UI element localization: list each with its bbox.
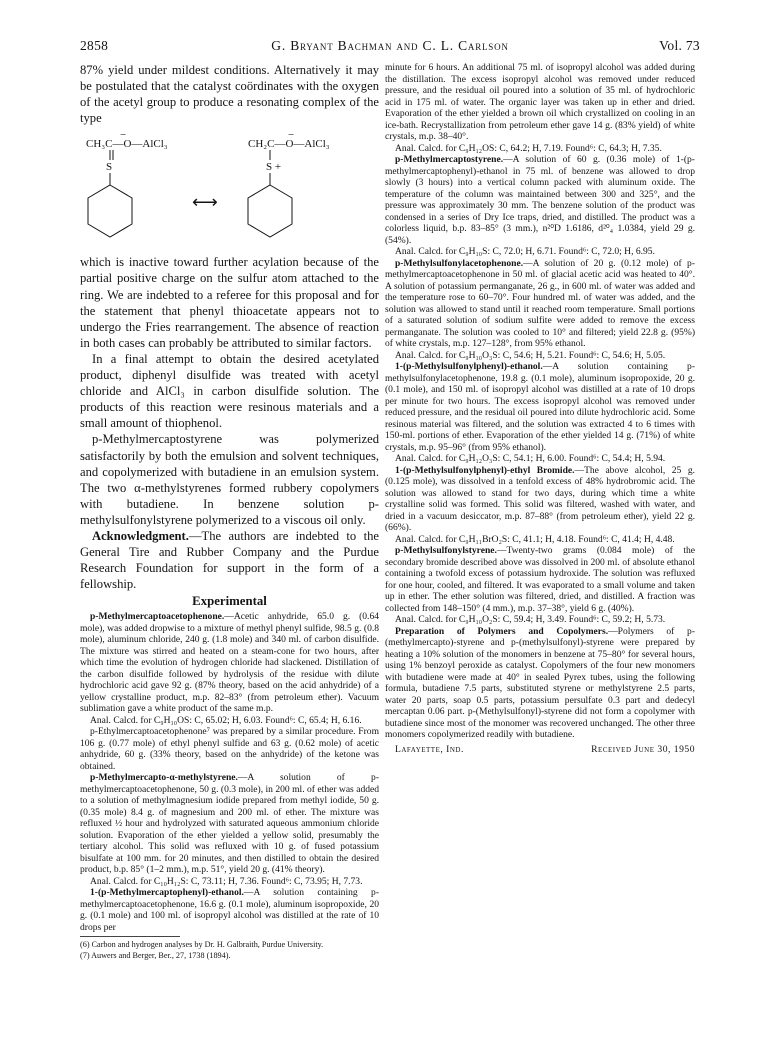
institution-place: Lafayette, Ind. [395,743,464,755]
acknowledgment-heading: Acknowledgment. [92,528,189,543]
analysis-line: Anal. Calcd. for C₉H₁₀OS: C, 65.02; H, 6.03. Found⁶: C, 65.4; H, 6.16. [90,714,362,726]
left-minus-sign: − [120,130,127,142]
compound-heading: p-Methylmercapto-α-methylstyrene. [90,772,238,784]
procedure-text: minute for 6 hours. An additional 75 ml. of isopropyl alcohol was added during the distillation. The excess isopropyl alcohol was removed under reduced pressure, and the residual oil poured into a solution of 35 ml. of hydrochloric acid in 175 ml. of water. The organic layer was taken up in ether and dried. Evaporation of the ether yielded a brown oil which crystallized on cooling in an ice-bath. Recrystallization from petroleum ether gave 14 g. (83% yield) of white crystals, m.p. 38–40°. [385,62,695,142]
acknowledgment-body: —The authors are indebted to the General Tire and Rubber Company and the Purdue Research Foundation for support in the form of a fellowship. [80,528,379,592]
received-date: Received June 30, 1950 [591,743,695,755]
left-formula: CH₃C—O—AlCl₃ [86,138,168,151]
procedure-text: —A solution of 20 g. (0.12 mole) of p-methylmercaptoacetophenone in 50 ml. of glacial acetic acid was heated to 40°. A solution of potassium permanganate, 26 g., in 600 ml. of water was added and the temperature rose to 60–70°. Four hundred ml. of water was added, and the solution was allowed to stand until it reached room temperature. Small portions of a saturated solution of sodium sulfite were added to remove the excess permanganate. The solution was cooled to 10° and filtered; yield 22.8 g. (95%) of white crystals, m.p. 127–128°, from 95% ethanol. [385,257,695,349]
resonance-structure-drawing [80,130,379,248]
footnote-rule [80,936,180,937]
compound-heading: p-Methylsulfonylstyrene. [395,545,497,556]
compound-heading: p-Methylmercaptoacetophenone. [90,611,225,623]
procedure-text: —Twenty-two grams (0.084 mole) of the secondary bromide described above was dissolved in 200 ml. of absolute ethanol containing a twofold excess of potassium hydroxide. The solution was refluxed for one hour, cooled, and filtered. It was evaporated to a small volume and taken up in ether. The ether solution was filtered, dried, and distilled. A fraction was collected from 148–150° (4 mm.), m.p. 37–38°, yield 6 g. (40%). [385,545,695,614]
analysis-line: Anal. Calcd. for C₉H₁₀S: C, 72.0; H, 6.71. Found⁶: C, 72.0; H, 6.95. [395,246,655,257]
analysis-line: Anal. Calcd. for C₉H₁₁BrO₂S: C, 41.1; H, 4.18. Found⁶: C, 41.4; H, 4.48. [395,533,675,545]
analysis-line: Anal. Calcd. for C₉H₁₀O₂S: C, 59.4; H, 3.49. Found⁶: C, 59.2; H, 5.73. [395,614,666,625]
procedure-text: p-Ethylmercaptoacetophenone⁷ was prepared by a similar procedure. From 106 g. (0.77 mole) of ethyl phenyl sulfide and 63 g. (0.62 mole) of acetic anhydride, 60 g. (33% theory, based on the anhydride) of the ketone was obtained. [80,726,379,772]
procedure-text: —Polymers of p-(methylmercapto)-styrene and p-(methylsulfonyl)-styrene were prepared by heating a 10% solution of the monomers in benzene at 75–80° for several hours, using 1% benzoyl peroxide as catalyst. Copolymers of the four new monomers with butadiene were made at 40° in sealed Pyrex tubes, using the following formula, butadiene 7.5 parts, substituted styrene or methylstyrene 2.5 parts, water 20 parts, soap 0.5 parts, potassium persulfate 0.3 part and dedecyl mercaptan 0.06 part. p-(Methylsulfonyl)-styrene did not form a copolymer with butadiene since most of the monomer was recovered unchanged. The other three monomers copolymerized readily with butadiene. [385,625,695,740]
page-number: 2858 [80,38,109,53]
procedure-text: —Acetic anhydride, 65.0 g. (0.64 mole), was added dropwise to a mixture of methyl phenyl sulfide, 98.5 g. (0.8 mole), aluminum chloride, 240 g. (1.8 mole) and 340 ml. of carbon disulfide. The mixture was stirred and heated on a steam-cone for two hours, after which time the evolution of hydrogen chloride had slackened. Distillation of the carbon disulfide followed by hydrolysis of the residue with dilute hydrochloric acid gave 92 g. (87% theory, based on the acid anhydride) of a yellow crystalline product, m.p. 82–83° (from petroleum ether). Vacuum sublimation gave a white product of the same m.p. [80,611,379,715]
footnote-7: (7) Auwers and Berger, Ber., 27, 1738 (1894). [80,950,231,960]
paragraph: p-Methylmercaptostyrene was polymerized satisfactorily by both the emulsion and solvent techniques, and copolymerized with butadiene in an emulsion system. The two α-methylstyrenes formed rubbery copolymers with butadiene. In benzene solution p-methylsulfonylstyrene polymerized to a viscous oil only. [80,432,379,527]
procedure-text: —A solution containing p-methylmercaptoacetophenone, 16.6 g. (0.1 mole), aluminum isopropoxide, 20 g. (0.1 mole) and 100 ml. of isopropyl alcohol was distilled at the rate of 10 drops per [80,887,379,933]
right-benzene-ring [248,185,292,237]
analysis-line: Anal. Calcd. for C₉H₁₂O₃S: C, 54.1; H, 6.00. Found⁶: C, 54.4; H, 5.94. [395,453,666,464]
procedure-text: —A solution containing p-methylsulfonylacetophenone, 19.8 g. (0.1 mole), aluminum isopropoxide, 20 g. (0.1 mole), and 150 ml. of isopropyl alcohol was distilled at a rate of 10 drops per minute for two hours. The excess isopropyl alcohol was removed under reduced pressure, and the residual oil poured into dilute hydrochloric acid. Some resinous material was filtered, and the solution was extracted 4 to 6 times with 150-ml. portions of ether. Evaporation of the ether yielded 14 g. (71%) of white crystals, m.p. 95–96° (from 95% ethanol). [385,361,695,453]
compound-heading: p-Methylmercaptostyrene. [395,154,504,165]
compound-heading: 1-(p-Methylsulfonylphenyl)-ethyl Bromide. [395,464,575,476]
paragraph: In a final attempt to obtain the desired acetylated product, diphenyl disulfide was treated with acetyl chloride and AlCl₃ in carbon disulfide solution. The products of this reaction were resinous materials and a small amount of thiophenol. [80,351,379,431]
compound-heading: 1-(p-Methylmercaptophenyl)-ethanol. [90,887,244,899]
compound-heading: Preparation of Polymers and Copolymers. [395,625,609,637]
paragraph: which is inactive toward further acylation because of the partial positive charge on the sulfur atom attached to the ring. We are indebted to a referee for this proposal and for the statement that phenyl thioacetate appears not to undergo the Fries rearrangement. The absence of reaction in both cases can probably be attributed to similar factors. [80,255,379,350]
footnote-6: (6) Carbon and hydrogen analyses by Dr. H. Galbraith, Purdue University. [80,940,324,950]
analysis-line: Anal. Calcd. for C₁₀H₁₂S: C, 73.11; H, 7.36. Found⁶: C, 73.95; H, 7.73. [90,875,363,887]
right-formula: CH₂C—O—AlCl₃ [248,138,330,151]
running-title: G. Bryant Bachman and C. L. Carlson [271,38,509,53]
procedure-text: —A solution of 60 g. (0.36 mole) of 1-(p-methylmercaptophenyl)-ethanol in 75 ml. of benzene was allowed to drop slowly (3 hours) into a vertical column packed with aluminum oxide. The temperature of the column was maintained between 300 and 325°, and the pressure was approximately 30 mm. The benzene solution of the product was condensed in a series of Dry Ice traps, dried, and distilled. The product was a colorless liquid, b.p. 83–85° (3 mm.), n²⁰D 1.6186, d²⁰₄ 1.0384, yield 29 g. (54%). [385,154,695,246]
received-line [385,744,695,758]
volume-label: Vol. 73 [659,38,700,53]
right-minus-sign: − [288,130,295,142]
analysis-line: Anal. Calcd. for C₉H₁₀O₃S: C, 54.6; H, 5.21. Found⁶: C, 54.6; H, 5.05. [395,349,666,361]
page-header [80,38,700,60]
right-sulfur: S + [266,161,282,174]
compound-heading: 1-(p-Methylsulfonylphenyl)-ethanol. [395,361,543,372]
compound-heading: p-Methylsulfonylacetophenone. [395,257,524,269]
analysis-line: Anal. Calcd. for C₉H₁₂OS: C, 64.2; H, 7.19. Found⁶: C, 64.3; H, 7.35. [395,142,662,154]
resonance-arrow: ⟷ [192,192,218,213]
section-heading-experimental: Experimental [192,594,267,609]
procedure-text: —The above alcohol, 25 g. (0.125 mole), was dissolved in a tenfold excess of 48% hydrobromic acid. The solution was allowed to stand for two days, during which time a white crystalline solid was formed. This solid was filtered, washed with water, and dried in a vacuum desiccator, m.p. 87–88° (from petroleum ether), yield 22 g. (66%). [385,464,695,533]
left-column [80,62,379,961]
right-column [385,62,695,758]
resonance-structure-figure [80,130,379,248]
left-benzene-ring [88,185,132,237]
procedure-text: —A solution of p-methylmercaptoacetophenone, 50 g. (0.3 mole), in 200 ml. of ether was added to a solution of methylmagnesium iodide prepared from methyl iodide, 50 g. (0.35 mole) 8.4 g. of magnesium and 200 ml. of ether. The mixture was refluxed ½ hour and hydrolyzed with saturated aqueous ammonium chloride solution. Evaporation of the ether yielded a yellow solid, presumably the tertiary alcohol. This solid was refluxed with 10 g. of fused potassium bisulfate at 100 mm. for 20 minutes, and then distilled to obtain the desired product, b.p. 85° (1–2 mm.), m.p. 51°, yield 20 g. (41% theory). [80,772,379,876]
left-sulfur: S [106,161,113,174]
paragraph: 87% yield under mildest conditions. Alternatively it may be postulated that the catalyst coördinates with the oxygen of the acetyl group to produce a resonating complex of the type [80,63,379,126]
